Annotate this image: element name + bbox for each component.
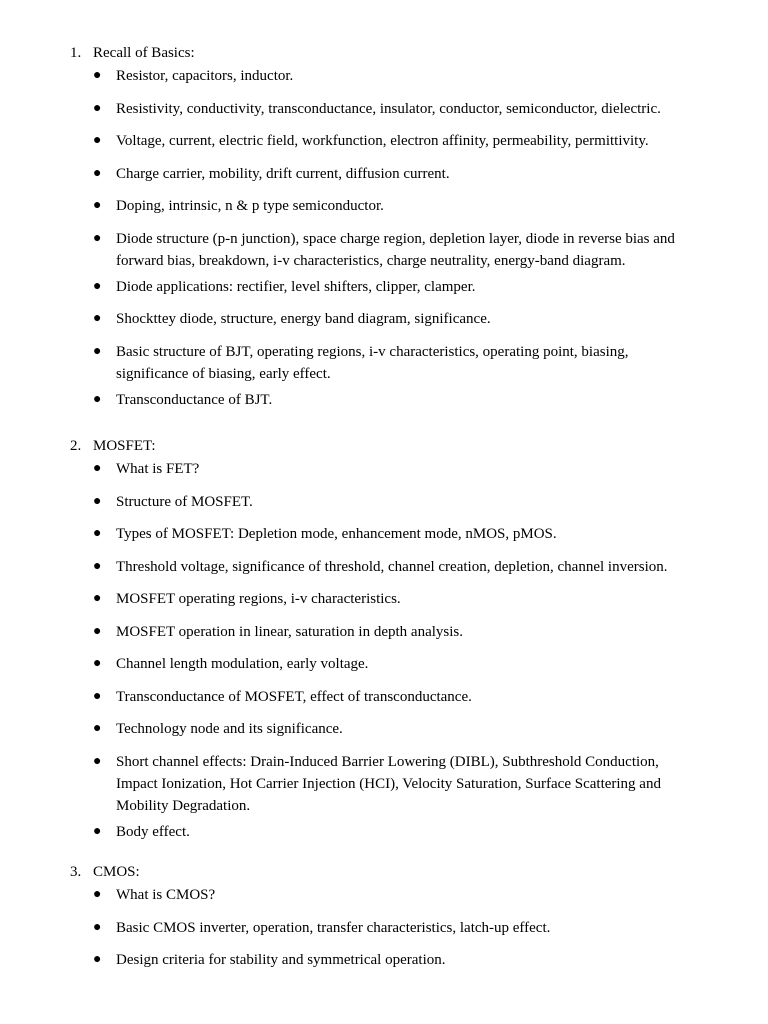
list-item xyxy=(93,195,710,217)
list-item xyxy=(93,884,710,906)
bullet-dot-icon: ● xyxy=(93,311,102,326)
section-title: CMOS: xyxy=(93,864,140,880)
section-number: 2. xyxy=(70,438,82,454)
list-item xyxy=(93,821,710,843)
bullet-dot-icon: ● xyxy=(93,391,102,407)
bullet-dot-icon: ● xyxy=(93,823,102,839)
list-item xyxy=(93,491,710,513)
bullet-dot-icon: ● xyxy=(93,278,102,294)
list-item-text: Transconductance of BJT. xyxy=(116,391,273,408)
bullet-list xyxy=(70,65,710,411)
list-item xyxy=(93,163,710,185)
list-item-text: Structure of MOSFET. xyxy=(116,493,253,510)
list-item xyxy=(93,949,710,971)
list-item xyxy=(93,65,710,87)
list-item xyxy=(93,341,710,385)
list-item-text: Types of MOSFET: Depletion mode, enhancement mode, nMOS, pMOS. xyxy=(116,526,557,542)
list-item-text: MOSFET operating regions, i-v characteristics. xyxy=(116,591,401,607)
list-item-text: Threshold voltage, significance of threshold, channel creation, depletion, channel inversion. xyxy=(116,558,668,575)
list-item xyxy=(93,458,710,480)
list-item xyxy=(93,686,710,708)
list-item-text: Diode structure (p-n junction), space charge region, depletion layer, diode in reverse bias and forward bias, breakdown, i-v characteristics, charge neutrality, energy-band diagram. xyxy=(116,230,675,269)
section-heading xyxy=(70,437,710,455)
section-number: 3. xyxy=(70,864,82,880)
list-item xyxy=(93,621,710,643)
list-item xyxy=(93,228,710,272)
list-item-text: Short channel effects: Drain-Induced Barrier Lowering (DIBL), Subthreshold Conduction, Impact Ionization, Hot Carrier Injection (HCI), Velocity Saturation, Surface Scattering and Mobility Degradation. xyxy=(116,753,661,814)
bullet-dot-icon: ● xyxy=(93,887,102,902)
bullet-dot-icon: ● xyxy=(93,100,102,116)
bullet-list xyxy=(70,458,710,843)
bullet-dot-icon: ● xyxy=(93,493,102,509)
bullet-dot-icon: ● xyxy=(93,656,102,671)
list-item xyxy=(93,718,710,740)
list-item-text: Voltage, current, electric field, workfunction, electron affinity, permeability, permittivity. xyxy=(116,133,649,149)
bullet-dot-icon: ● xyxy=(93,461,102,476)
list-item xyxy=(93,751,710,817)
list-item xyxy=(93,556,710,578)
bullet-dot-icon: ● xyxy=(93,68,102,83)
list-item-text: Basic structure of BJT, operating regions, i-v characteristics, operating point, biasing, significance of biasing, early effect. xyxy=(116,343,629,382)
list-item xyxy=(93,389,710,411)
section-title: Recall of Basics: xyxy=(93,45,195,61)
list-item-text: Transconductance of MOSFET, effect of transconductance. xyxy=(116,688,472,705)
list-item-text: What is FET? xyxy=(116,461,200,477)
bullet-list xyxy=(70,884,710,971)
outline-section xyxy=(70,863,710,971)
bullet-dot-icon: ● xyxy=(93,558,102,574)
list-item-text: Body effect. xyxy=(116,823,190,840)
list-item xyxy=(93,523,710,545)
section-number: 1. xyxy=(70,45,82,61)
section-heading xyxy=(70,44,710,62)
list-item-text: What is CMOS? xyxy=(116,887,216,903)
list-item-text: Diode applications: rectifier, level shifters, clipper, clamper. xyxy=(116,278,476,295)
section-heading xyxy=(70,863,710,881)
list-item xyxy=(93,276,710,298)
list-item-text: Design criteria for stability and symmetrical operation. xyxy=(116,952,446,968)
bullet-dot-icon: ● xyxy=(93,623,102,639)
bullet-dot-icon: ● xyxy=(93,591,102,606)
bullet-dot-icon: ● xyxy=(93,343,102,359)
list-item-text: Basic CMOS inverter, operation, transfer characteristics, latch-up effect. xyxy=(116,919,551,936)
outline-section xyxy=(70,437,710,843)
list-item-text: Doping, intrinsic, n & p type semiconductor. xyxy=(116,198,384,214)
list-item-text: Technology node and its significance. xyxy=(116,721,343,737)
list-item xyxy=(93,130,710,152)
list-item-text: Shockttey diode, structure, energy band diagram, significance. xyxy=(116,311,491,327)
list-item xyxy=(93,98,710,120)
bullet-dot-icon: ● xyxy=(93,753,102,769)
list-item xyxy=(93,308,710,330)
list-item-text: Resistor, capacitors, inductor. xyxy=(116,68,294,84)
bullet-dot-icon: ● xyxy=(93,721,102,736)
list-item xyxy=(93,588,710,610)
bullet-dot-icon: ● xyxy=(93,230,102,246)
bullet-dot-icon: ● xyxy=(93,688,102,704)
list-item-text: Channel length modulation, early voltage. xyxy=(116,656,369,672)
bullet-dot-icon: ● xyxy=(93,165,102,181)
bullet-dot-icon: ● xyxy=(93,952,102,967)
list-item-text: Charge carrier, mobility, drift current, diffusion current. xyxy=(116,165,450,182)
outline-section xyxy=(70,44,710,411)
list-item xyxy=(93,653,710,675)
list-item-text: MOSFET operation in linear, saturation in depth analysis. xyxy=(116,623,463,640)
bullet-dot-icon: ● xyxy=(93,198,102,213)
bullet-dot-icon: ● xyxy=(93,919,102,935)
section-title: MOSFET: xyxy=(93,438,156,454)
list-item xyxy=(93,917,710,939)
bullet-dot-icon: ● xyxy=(93,133,102,148)
list-item-text: Resistivity, conductivity, transconductance, insulator, conductor, semiconductor, dielectric. xyxy=(116,100,661,117)
bullet-dot-icon: ● xyxy=(93,526,102,541)
